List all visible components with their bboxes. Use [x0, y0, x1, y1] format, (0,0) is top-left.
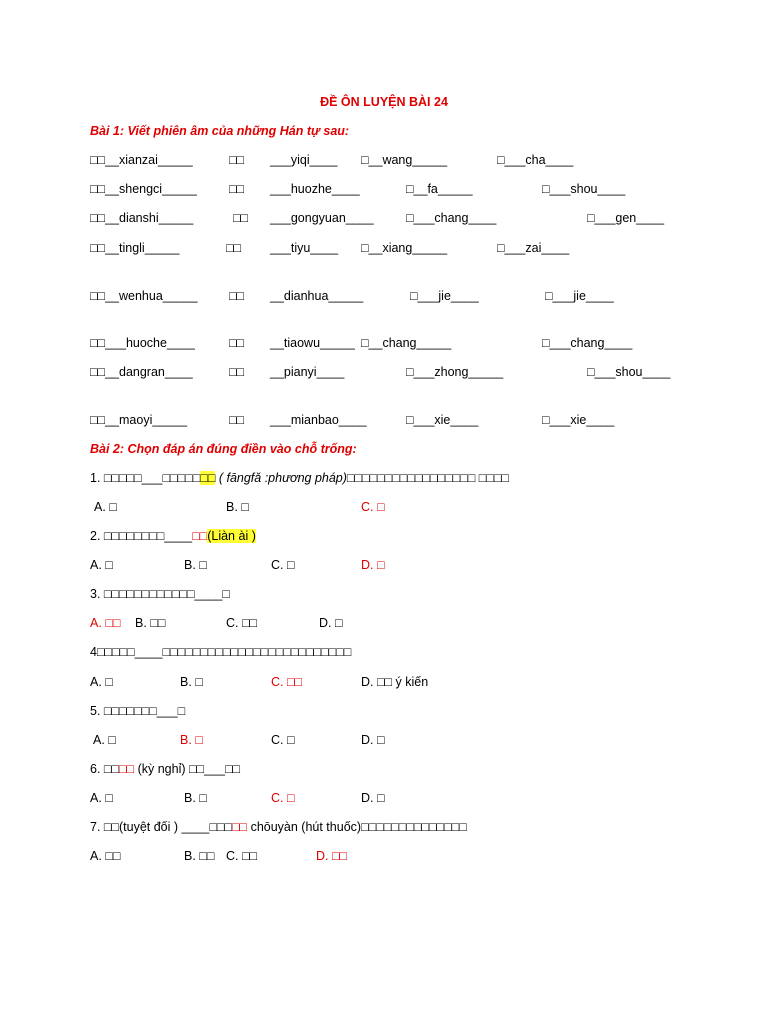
question-4-option-b[interactable]: B. □: [180, 675, 203, 689]
question-6-option-b[interactable]: B. □: [184, 791, 207, 805]
question-7-option-d[interactable]: D. □□: [316, 849, 348, 863]
question-6: [90, 762, 240, 776]
pinyin-blank-r8-c1: □□__maoyi_____: [90, 413, 188, 427]
question-2: [90, 529, 256, 543]
pinyin-blank-r4-c1: □□__tingli_____: [90, 241, 180, 255]
question-1-option-b[interactable]: B. □: [226, 500, 249, 514]
question-4-option-d[interactable]: D. □□ ý kiến: [361, 675, 429, 689]
pinyin-blank-r8-c2: □□: [229, 413, 245, 427]
pinyin-blank-r6-c5: □___chang____: [542, 336, 633, 350]
question-2-option-b[interactable]: B. □: [184, 558, 207, 572]
pinyin-blank-r5-c2: □□: [229, 289, 245, 303]
question-2-highlight: □□: [192, 529, 208, 543]
question-3-option-c[interactable]: C. □□: [226, 616, 258, 630]
question-3-option-b[interactable]: B. □□: [135, 616, 166, 630]
question-1-highlight: □□: [200, 471, 216, 485]
pinyin-blank-r7-c2: □□: [229, 365, 245, 379]
question-1-note: ( fāngfǎ :phương pháp): [215, 471, 347, 485]
section-2-heading: Bài 2: Chọn đáp án đúng điền vào chỗ trống:: [90, 442, 357, 456]
pinyin-blank-r3-c4: □___chang____: [406, 211, 497, 225]
pinyin-blank-r6-c4: □__chang_____: [361, 336, 452, 350]
pinyin-blank-r4-c4: □__xiang_____: [361, 241, 448, 255]
question-6-rest: (kỳ nghỉ) □□___□□: [134, 762, 241, 776]
question-7-text: 7. □□(tuyệt đối ) ____□□□: [90, 820, 232, 834]
question-1-text: 1. □□□□□___□□□□□: [90, 471, 201, 485]
pinyin-blank-r5-c3: __dianhua_____: [270, 289, 364, 303]
pinyin-blank-r2-c3: ___huozhe____: [270, 182, 360, 196]
pinyin-blank-r1-c4: □__wang_____: [361, 153, 448, 167]
pinyin-blank-r6-c2: □□: [229, 336, 245, 350]
pinyin-blank-r5-c1: □□__wenhua_____: [90, 289, 198, 303]
question-7-option-c[interactable]: C. □□: [226, 849, 258, 863]
question-7-red-word: □□: [231, 820, 248, 834]
question-2-option-c[interactable]: C. □: [271, 558, 295, 572]
question-2-note: (Liàn ài ): [207, 529, 256, 543]
section-1-heading: Bài 1: Viết phiên âm của những Hán tự sau:: [90, 124, 350, 138]
question-7-rest: chōuyàn (hút thuốc)□□□□□□□□□□□□□□: [247, 820, 467, 834]
pinyin-blank-r2-c5: □___shou____: [542, 182, 626, 196]
question-7: [90, 820, 467, 834]
question-1-option-a[interactable]: A. □: [94, 500, 117, 514]
document-title: ĐỀ ÔN LUYỆN BÀI 24: [320, 95, 448, 109]
pinyin-blank-r7-c3: __pianyi____: [270, 365, 345, 379]
pinyin-blank-r1-c2: □□: [229, 153, 245, 167]
question-7-option-b[interactable]: B. □□: [184, 849, 215, 863]
question-2-text: 2. □□□□□□□□____: [90, 529, 193, 543]
pinyin-blank-r1-c1: □□__xianzai_____: [90, 153, 193, 167]
pinyin-blank-r1-c5: □___cha____: [497, 153, 574, 167]
pinyin-blank-r3-c5: □___gen____: [587, 211, 665, 225]
question-6-text: 6. □□: [90, 762, 119, 776]
pinyin-blank-r7-c1: □□__dangran____: [90, 365, 193, 379]
pinyin-blank-r4-c3: ___tiyu____: [270, 241, 339, 255]
question-5-option-b[interactable]: B. □: [180, 733, 203, 747]
question-1: [90, 471, 509, 485]
question-7-option-a[interactable]: A. □□: [90, 849, 121, 863]
pinyin-blank-r7-c4: □___zhong_____: [406, 365, 504, 379]
pinyin-blank-r3-c3: ___gongyuan____: [270, 211, 374, 225]
question-1-rest: □□□□□□□□□□□□□□□□□ □□□□: [346, 471, 509, 485]
question-3-option-d[interactable]: D. □: [319, 616, 343, 630]
question-6-option-c[interactable]: C. □: [271, 791, 295, 805]
pinyin-blank-r3-c1: □□__dianshi_____: [90, 211, 194, 225]
question-3: 3. □□□□□□□□□□□□____□: [90, 587, 230, 601]
question-5: 5. □□□□□□□___□: [90, 704, 186, 718]
pinyin-blank-r2-c2: □□: [229, 182, 245, 196]
pinyin-blank-r1-c3: ___yiqi____: [270, 153, 338, 167]
pinyin-blank-r7-c5: □___shou____: [587, 365, 671, 379]
pinyin-blank-r8-c3: ___mianbao____: [270, 413, 367, 427]
pinyin-blank-r6-c3: __tiaowu_____: [270, 336, 355, 350]
pinyin-blank-r4-c2: □□: [226, 241, 242, 255]
pinyin-blank-r8-c5: □___xie____: [542, 413, 615, 427]
pinyin-blank-r8-c4: □___xie____: [406, 413, 479, 427]
question-2-option-d[interactable]: D. □: [361, 558, 385, 572]
question-1-option-c[interactable]: C. □: [361, 500, 385, 514]
pinyin-blank-r3-c2: □□: [233, 211, 249, 225]
question-5-option-d[interactable]: D. □: [361, 733, 385, 747]
pinyin-blank-r4-c5: □___zai____: [497, 241, 570, 255]
question-4-option-c[interactable]: C. □□: [271, 675, 303, 689]
question-5-option-a[interactable]: A. □: [93, 733, 116, 747]
pinyin-blank-r2-c1: □□__shengci_____: [90, 182, 197, 196]
pinyin-blank-r6-c1: □□___huoche____: [90, 336, 195, 350]
question-6-red-word: □□: [119, 762, 135, 776]
question-6-option-a[interactable]: A. □: [90, 791, 113, 805]
question-4-option-a[interactable]: A. □: [90, 675, 113, 689]
question-6-option-d[interactable]: D. □: [361, 791, 385, 805]
question-3-option-a[interactable]: A. □□: [90, 616, 121, 630]
pinyin-blank-r5-c4: □___jie____: [410, 289, 479, 303]
pinyin-blank-r5-c5: □___jie____: [545, 289, 614, 303]
question-2-option-a[interactable]: A. □: [90, 558, 113, 572]
pinyin-blank-r2-c4: □__fa_____: [406, 182, 473, 196]
question-4: 4□□□□□____□□□□□□□□□□□□□□□□□□□□□□□□□: [90, 645, 352, 659]
question-5-option-c[interactable]: C. □: [271, 733, 295, 747]
